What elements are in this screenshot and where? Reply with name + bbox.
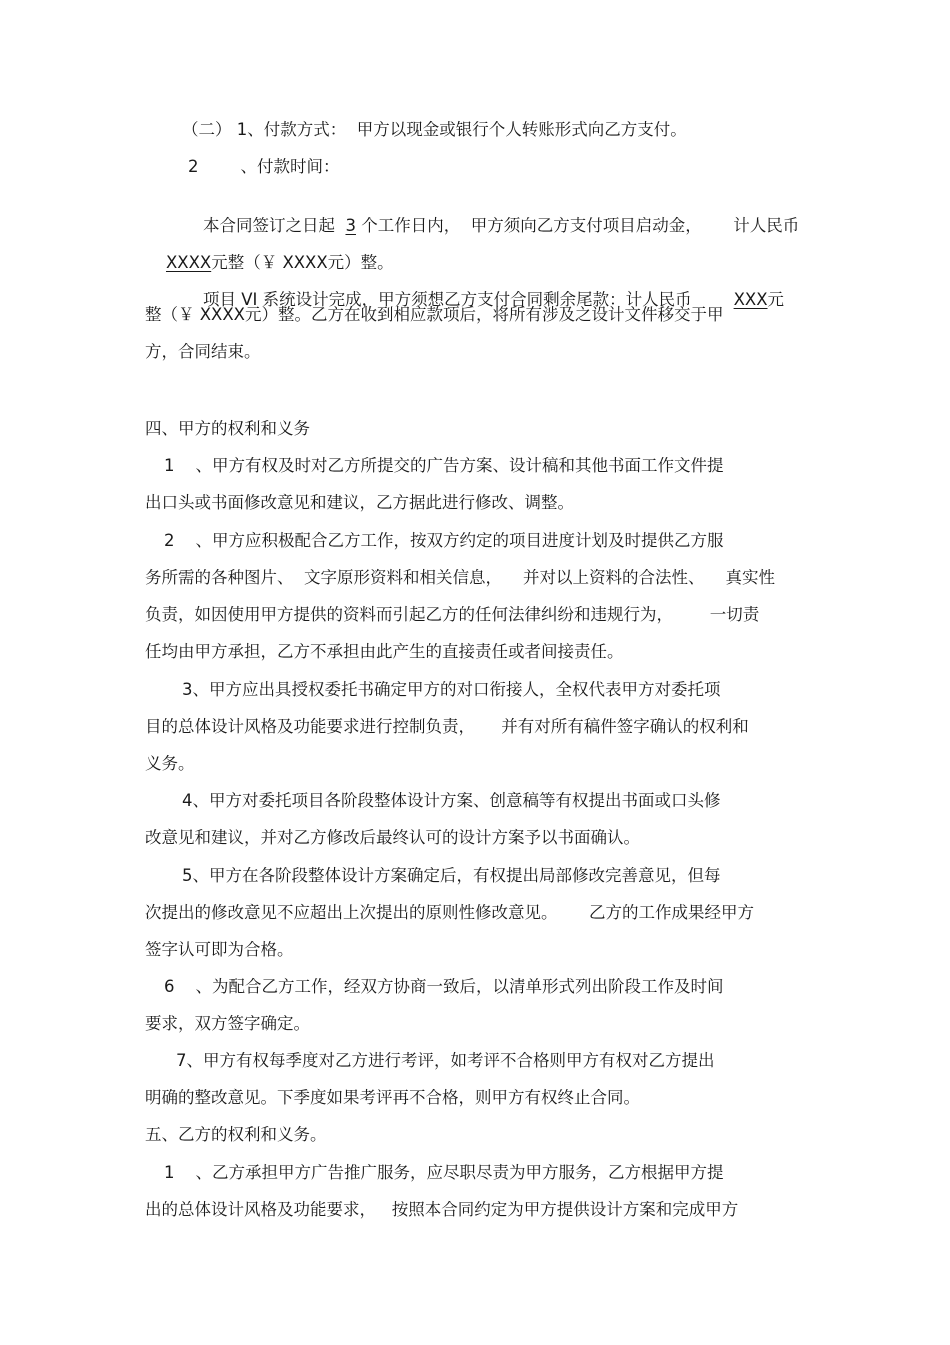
section-heading: 五、乙方的权利和义务。 [145, 1125, 327, 1144]
text-span: 元 [767, 290, 785, 309]
paragraph-line: 出的总体设计风格及功能要求， 按照本合同约定为甲方提供设计方案和完成甲方 [145, 1200, 739, 1219]
text-span: 个工作日内， 甲方须向乙方支付项目启动金， 计人民币 [355, 216, 800, 235]
paragraph-line: 签字认可即为合格。 [145, 940, 294, 959]
paragraph-line: 7、甲方有权每季度对乙方进行考评，如考评不合格则甲方有权对乙方提出 [176, 1051, 715, 1070]
paragraph-line: 6 、为配合乙方工作，经双方协商一致后，以清单形式列出阶段工作及时间 [164, 977, 724, 996]
underlined-value: XXX [733, 290, 768, 309]
paragraph-line: 1 、乙方承担甲方广告推广服务，应尽职尽责为甲方服务，乙方根据甲方提 [164, 1163, 724, 1182]
paragraph-line: 要求，双方签字确定。 [145, 1014, 310, 1033]
paragraph-line: 义务。 [145, 754, 195, 773]
text-span: 项目 VI 系统设计完成，甲方须想乙方支付合同剩余尾款：计人民币 [202, 290, 734, 309]
paragraph-line: 负责，如因使用甲方提供的资料而引起乙方的任何法律纠纷和违规行为， 一切责 [145, 605, 760, 624]
paragraph-line: 任均由甲方承担，乙方不承担由此产生的直接责任或者间接责任。 [145, 642, 624, 661]
underlined-value: 3 [345, 216, 356, 235]
text-span: 元整（￥ XXXX元）整。 [211, 253, 394, 272]
paragraph-line: 方，合同结束。 [145, 342, 261, 361]
paragraph-line: 2 、甲方应积极配合乙方工作，按双方约定的项目进度计划及时提供乙方服 [164, 531, 724, 550]
paragraph-line: 3、甲方应出具授权委托书确定甲方的对口衔接人，全权代表甲方对委托项 [182, 680, 721, 699]
paragraph-line: 务所需的各种图片、 文字原形资料和相关信息， 并对以上资料的合法性、 真实性 [145, 568, 775, 587]
section-heading: 四、甲方的权利和义务 [145, 419, 310, 438]
paragraph-line: （二） 1、付款方式： 甲方以现金或银行个人转账形式向乙方支付。 [182, 120, 687, 139]
paragraph-line: 1 、甲方有权及时对乙方所提交的广告方案、设计稿和其他书面工作文件提 [164, 456, 724, 475]
paragraph-line: 4、甲方对委托项目各阶段整体设计方案、创意稿等有权提出书面或口头修 [182, 791, 721, 810]
text-span: 本合同签订之日起 [202, 216, 346, 235]
paragraph-line: 改意见和建议，并对乙方修改后最终认可的设计方案予以书面确认。 [145, 828, 640, 847]
paragraph-line: 出口头或书面修改意见和建议，乙方据此进行修改、调整。 [145, 493, 574, 512]
underlined-value: XXXX [165, 253, 212, 272]
paragraph-line: 次提出的修改意见不应超出上次提出的原则性修改意见。 乙方的工作成果经甲方 [145, 903, 754, 922]
paragraph-line: 整（￥ XXXX元）整。乙方在收到相应款项后，将所有涉及之设计文件移交于甲 [145, 305, 724, 324]
paragraph-line: 2 、付款时间： [188, 157, 340, 176]
paragraph-line: 目的总体设计风格及功能要求进行控制负责， 并有对所有稿件签字确认的权利和 [145, 717, 749, 736]
paragraph-line: 5、甲方在各阶段整体设计方案确定后，有权提出局部修改完善意见，但每 [182, 866, 721, 885]
paragraph-line: 明确的整改意见。下季度如果考评再不合格，则甲方有权终止合同。 [145, 1088, 640, 1107]
